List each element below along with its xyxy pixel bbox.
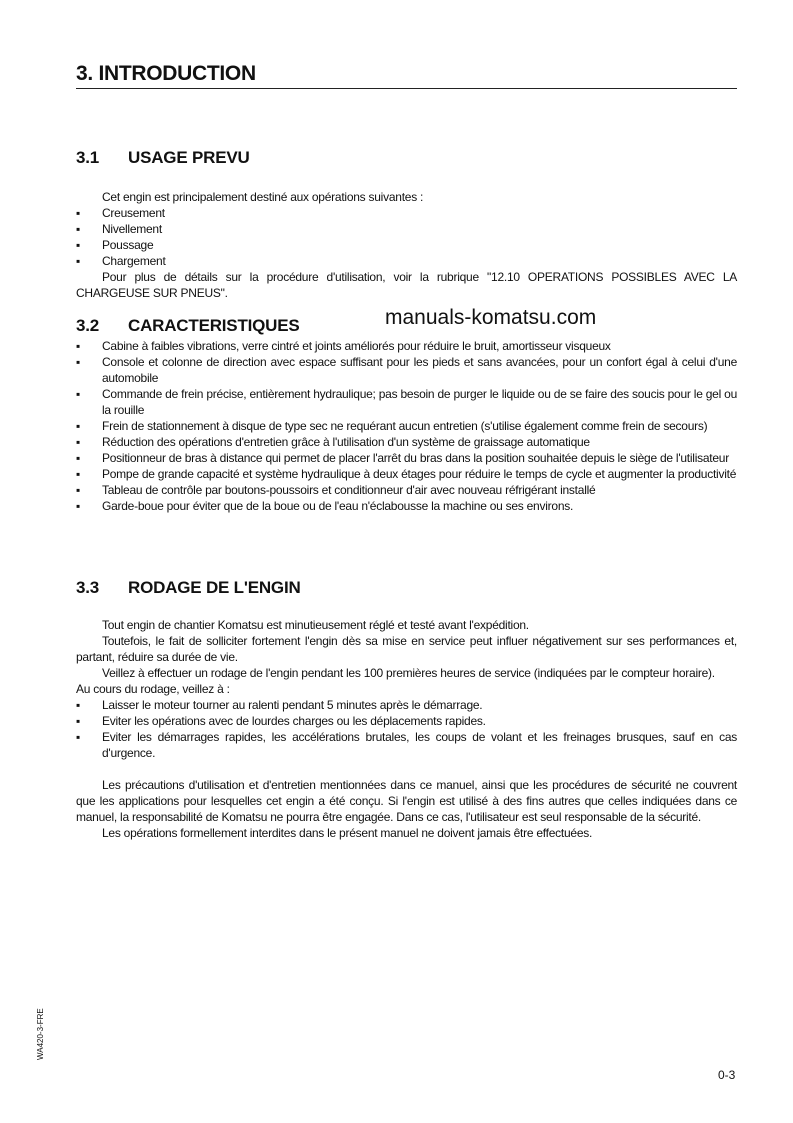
- list-item: [76, 386, 737, 418]
- document-code: WA420-3-FRE: [36, 1008, 45, 1060]
- list-item-text: Réduction des opérations d'entretien grâce à l'utilisation d'un système de graissage automatique: [102, 435, 590, 449]
- paragraph: Cet engin est principalement destiné aux opérations suivantes :: [102, 190, 424, 204]
- bullet-icon: ▪: [76, 339, 81, 353]
- paragraph: Au cours du rodage, veillez à :: [76, 682, 230, 696]
- usage-list: [76, 205, 737, 269]
- section-heading-caracteristiques: [76, 316, 300, 336]
- bullet-icon: ▪: [76, 355, 81, 369]
- list-item-text: Poussage: [102, 238, 154, 252]
- list-item: [76, 237, 737, 253]
- paragraph: Pour plus de détails sur la procédure d'utilisation, voir la rubrique "12.10 OPERATIONS POSSIBLES AVEC LA CHARGEUSE SUR PNEUS".: [76, 270, 737, 300]
- bullet-icon: ▪: [76, 238, 81, 252]
- bullet-icon: ▪: [76, 387, 81, 401]
- paragraph: Veillez à effectuer un rodage de l'engin pendant les 100 premières heures de service (indiquées par le compteur horaire).: [102, 666, 715, 680]
- section-rodage: [76, 617, 737, 841]
- list-item-text: Garde-boue pour éviter que de la boue ou de l'eau n'éclabousse la machine ou ses environs.: [102, 499, 574, 513]
- list-item-text: Tableau de contrôle par boutons-poussoirs et conditionneur d'air avec nouveau réfrigérant installé: [102, 483, 596, 497]
- list-item-text: Chargement: [102, 254, 166, 268]
- list-item: [76, 434, 737, 450]
- paragraph: Toutefois, le fait de solliciter fortement l'engin dès sa mise en service peut influer négativement sur ses performances et, partant, réduire sa durée de vie.: [76, 634, 737, 664]
- bullet-icon: ▪: [76, 419, 81, 433]
- list-item: [76, 205, 737, 221]
- bullet-icon: ▪: [76, 254, 81, 268]
- list-item-text: Positionneur de bras à distance qui permet de placer l'arrêt du bras dans la position souhaitée depuis le siège de l'utilisateur: [102, 451, 729, 465]
- list-item: [76, 466, 737, 482]
- bullet-icon: ▪: [76, 206, 81, 220]
- list-item-text: Eviter les opérations avec de lourdes charges ou les déplacements rapides.: [102, 714, 486, 728]
- bullet-icon: ▪: [76, 714, 81, 728]
- list-item-text: Nivellement: [102, 222, 162, 236]
- list-item-text: Pompe de grande capacité et système hydraulique à deux étages pour réduire le temps de cycle et augmenter la productivité: [102, 467, 737, 481]
- features-list: [76, 338, 737, 514]
- title-rule: [76, 88, 737, 89]
- list-item: [76, 221, 737, 237]
- page-number: 0-3: [718, 1068, 736, 1082]
- list-item: [76, 713, 737, 729]
- section-title: CARACTERISTIQUES: [128, 316, 300, 335]
- page-title: 3. INTRODUCTION: [76, 62, 256, 85]
- section-number: 3.3: [76, 578, 100, 597]
- section-heading-rodage: [76, 578, 301, 598]
- list-item: [76, 418, 737, 434]
- list-item: [76, 482, 737, 498]
- list-item: [76, 450, 737, 466]
- list-item: [76, 253, 737, 269]
- list-item: [76, 354, 737, 386]
- list-item-text: Cabine à faibles vibrations, verre cintré et joints améliorés pour réduire le bruit, amortisseur visqueux: [102, 339, 611, 353]
- list-item: [76, 697, 737, 713]
- list-item-text: Eviter les démarrages rapides, les accélérations brutales, les coups de volant et les freinages brusques, sauf en cas d'urgence.: [102, 730, 737, 760]
- bullet-icon: ▪: [76, 499, 81, 513]
- list-item: [76, 498, 737, 514]
- bullet-icon: ▪: [76, 222, 81, 236]
- bullet-icon: ▪: [76, 451, 81, 465]
- list-item-text: Console et colonne de direction avec espace suffisant pour les pieds et sans avancées, pour un confort égal à celui d'une automobile: [102, 355, 737, 385]
- section-title: RODAGE DE L'ENGIN: [128, 578, 301, 597]
- rodage-list: [76, 697, 737, 761]
- bullet-icon: ▪: [76, 435, 81, 449]
- list-item-text: Laisser le moteur tourner au ralenti pendant 5 minutes après le démarrage.: [102, 698, 483, 712]
- section-caracteristiques: [76, 338, 737, 514]
- paragraph: Les opérations formellement interdites dans le présent manuel ne doivent jamais être effectuées.: [102, 826, 593, 840]
- list-item-text: Creusement: [102, 206, 165, 220]
- bullet-icon: ▪: [76, 483, 81, 497]
- list-item: [76, 338, 737, 354]
- list-item: [76, 729, 737, 761]
- list-item-text: Commande de frein précise, entièrement hydraulique; pas besoin de purger le liquide ou de se faire des soucis pour le gel ou la rouille: [102, 387, 737, 417]
- section-heading-usage: [76, 148, 250, 168]
- bullet-icon: ▪: [76, 467, 81, 481]
- bullet-icon: ▪: [76, 730, 81, 744]
- section-number: 3.2: [76, 316, 100, 335]
- watermark: manuals-komatsu.com: [385, 306, 597, 329]
- section-title: USAGE PREVU: [128, 148, 250, 167]
- paragraph: Tout engin de chantier Komatsu est minutieusement réglé et testé avant l'expédition.: [102, 618, 529, 632]
- paragraph: Les précautions d'utilisation et d'entretien mentionnées dans ce manuel, ainsi que les procédures de sécurité ne couvrent que les applications pour lesquelles cet engin a été conçu. Si l'engin est utilisé à des fins autres que celles indiquées dans ce manuel, la responsabilité de Komatsu ne pourra être engagée. Dans ce cas, l'utilisateur est seul responsable de la sécurité.: [76, 778, 737, 824]
- section-number: 3.1: [76, 148, 100, 167]
- bullet-icon: ▪: [76, 698, 81, 712]
- list-item-text: Frein de stationnement à disque de type sec ne requérant aucun entretien (s'utilise également comme frein de secours): [102, 419, 708, 433]
- section-usage: [76, 189, 737, 301]
